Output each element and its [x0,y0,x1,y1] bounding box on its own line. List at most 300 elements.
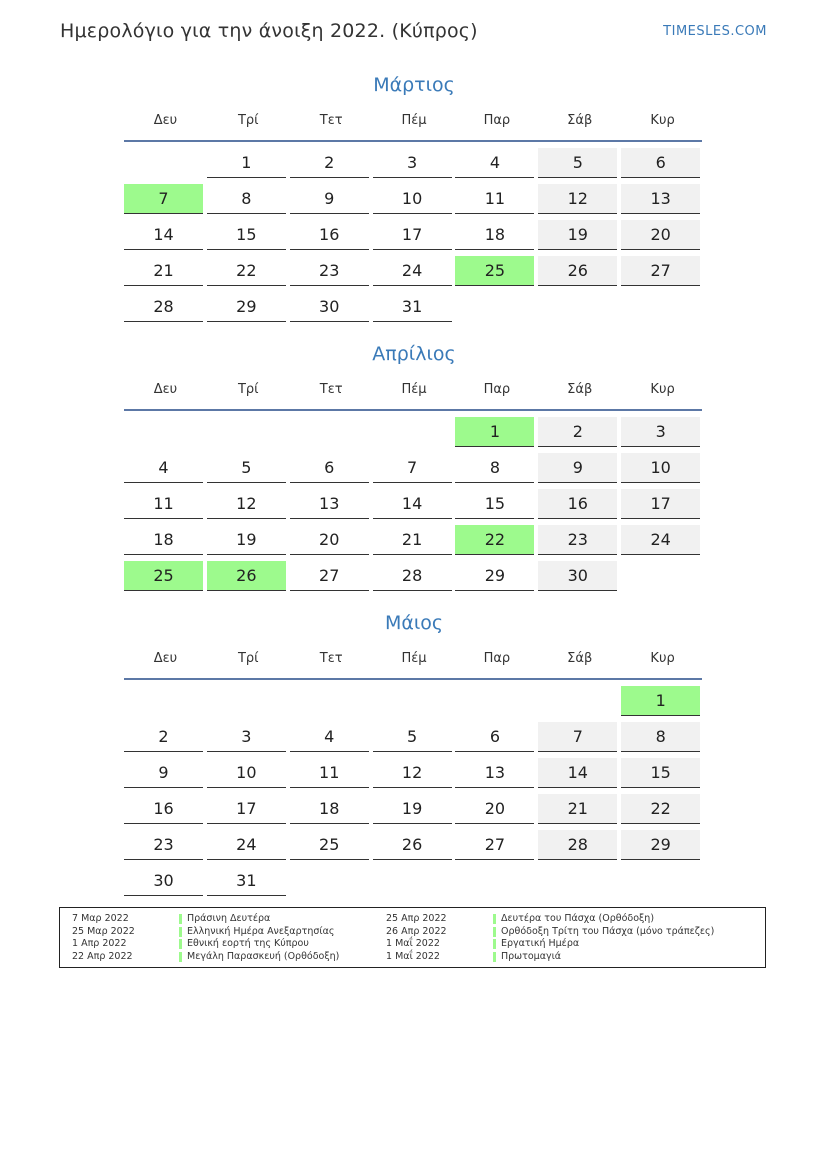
week-row [124,864,704,900]
weekday-label: Παρ [483,650,511,666]
day-cell: 28 [373,561,452,591]
day-slot [455,864,538,900]
day-slot [373,254,456,290]
week-row [124,684,704,720]
day-slot [373,523,456,559]
month-name: Απρίλιος [372,343,456,365]
day-slot [207,218,290,254]
day-slot [538,828,621,864]
day-slot [290,756,373,792]
holiday-day-cell: 7 [124,184,203,214]
day-cell: 11 [124,489,203,519]
day-cell: 5 [538,148,617,178]
legend-holiday-name: Πράσινη Δευτέρα [187,913,271,924]
day-slot [373,415,456,451]
day-slot [621,182,704,218]
day-cell: 19 [538,220,617,250]
weekday-header [124,369,704,409]
day-slot [621,290,704,326]
legend-date: 7 Μαρ 2022 [72,913,129,924]
day-cell: 16 [538,489,617,519]
day-slot [124,182,207,218]
day-cell: 3 [207,722,286,752]
day-cell: 18 [455,220,534,250]
day-slot [455,182,538,218]
day-cell: 26 [373,830,452,860]
legend-column-right [386,913,766,963]
day-cell: 30 [124,866,203,896]
day-cell: 23 [124,830,203,860]
day-slot [124,218,207,254]
day-cell: 31 [373,292,452,322]
weeks-grid [124,415,704,595]
day-cell: 24 [621,525,700,555]
empty-day-cell [373,417,452,446]
legend-date: 25 Απρ 2022 [386,913,447,924]
week-row [124,451,704,487]
week-row [124,290,704,326]
day-cell: 16 [290,220,369,250]
holiday-day-cell: 22 [455,525,534,555]
day-cell: 30 [538,561,617,591]
day-slot [207,720,290,756]
empty-day-cell [290,417,369,446]
month-name: Μάιος [384,612,444,634]
day-cell: 29 [621,830,700,860]
day-slot [124,146,207,182]
holiday-color-marker [179,952,182,962]
day-slot [621,146,704,182]
day-cell: 14 [538,758,617,788]
holiday-legend [59,907,766,968]
weekday-label: Πέμ [401,112,427,128]
day-slot [124,415,207,451]
day-slot [621,559,704,595]
day-slot [207,828,290,864]
day-slot [290,415,373,451]
weekday-label: Παρ [483,112,511,128]
legend-row [386,951,766,964]
legend-date: 22 Απρ 2022 [72,950,133,962]
day-cell: 5 [373,722,452,752]
day-cell: 10 [207,758,286,788]
day-slot [290,720,373,756]
day-cell: 27 [621,256,700,286]
day-slot [455,684,538,720]
day-cell: 9 [538,453,617,483]
holiday-day-cell: 1 [621,686,700,716]
day-slot [290,864,373,900]
weekday-label: Πέμ [401,381,427,397]
day-cell: 6 [455,722,534,752]
day-slot [207,756,290,792]
day-slot [538,756,621,792]
day-cell: 8 [207,184,286,214]
day-slot [621,487,704,523]
day-cell: 7 [538,722,617,752]
weekday-label: Τρί [237,112,259,128]
day-slot [621,792,704,828]
empty-day-cell [538,686,617,715]
holiday-color-marker [179,927,182,937]
weekday-label: Τρί [237,381,259,397]
day-cell: 2 [290,148,369,178]
day-cell: 26 [538,256,617,286]
day-slot [538,720,621,756]
day-slot [455,487,538,523]
day-cell: 10 [621,453,700,483]
day-cell: 21 [373,525,452,555]
empty-day-cell [621,866,700,895]
day-cell: 2 [538,417,617,447]
day-slot [290,290,373,326]
legend-row [386,938,766,951]
day-cell: 13 [455,758,534,788]
day-slot [207,792,290,828]
day-cell: 18 [290,794,369,824]
day-cell: 4 [455,148,534,178]
legend-holiday-name: Ελληνική Ημέρα Ανεξαρτησίας [187,925,335,937]
day-slot [124,864,207,900]
empty-day-cell [455,866,534,895]
day-slot [621,720,704,756]
weekday-label: Σάβ [567,381,593,397]
week-row [124,792,704,828]
week-row [124,756,704,792]
day-cell: 8 [455,453,534,483]
day-slot [207,290,290,326]
day-slot [207,451,290,487]
day-slot [290,254,373,290]
weekday-label: Πέμ [401,650,427,666]
legend-row [386,926,766,939]
day-cell: 3 [621,417,700,447]
day-cell: 20 [621,220,700,250]
day-slot [621,756,704,792]
day-cell: 29 [207,292,286,322]
day-cell: 6 [621,148,700,178]
day-cell: 14 [373,489,452,519]
day-slot [455,254,538,290]
day-cell: 21 [124,256,203,286]
day-slot [455,756,538,792]
week-row [124,146,704,182]
day-slot [373,792,456,828]
day-cell: 9 [290,184,369,214]
weekday-header [124,638,704,678]
week-row [124,487,704,523]
legend-holiday-name: Δευτέρα του Πάσχα (Ορθόδοξη) [501,913,655,924]
holiday-color-marker [179,914,182,924]
weekday-label: Παρ [483,381,511,397]
day-slot [290,684,373,720]
legend-holiday-name: Μεγάλη Παρασκευή (Ορθόδοξη) [187,950,340,962]
day-slot [124,451,207,487]
weekday-label: Δευ [153,381,178,397]
day-slot [290,218,373,254]
day-slot [373,218,456,254]
holiday-color-marker [493,952,496,962]
day-cell: 15 [621,758,700,788]
day-cell: 28 [124,292,203,322]
day-slot [124,720,207,756]
month-block [124,608,704,900]
day-cell: 28 [538,830,617,860]
holiday-color-marker [493,939,496,949]
day-cell: 9 [124,758,203,788]
week-row [124,828,704,864]
empty-day-cell [124,686,203,715]
day-slot [455,792,538,828]
holiday-day-cell: 25 [124,561,203,591]
empty-day-cell [207,686,286,715]
empty-day-cell [455,686,534,715]
empty-day-cell [290,866,369,895]
day-cell: 27 [290,561,369,591]
empty-day-cell [124,148,203,177]
day-slot [455,290,538,326]
day-slot [207,523,290,559]
day-slot [124,523,207,559]
day-slot [373,182,456,218]
holiday-color-marker [493,927,496,937]
day-cell: 23 [290,256,369,286]
day-cell: 20 [455,794,534,824]
day-slot [455,415,538,451]
day-cell: 20 [290,525,369,555]
day-slot [621,451,704,487]
empty-day-cell [373,866,452,895]
day-slot [124,290,207,326]
empty-day-cell [621,561,700,590]
day-slot [290,792,373,828]
holiday-day-cell: 26 [207,561,286,591]
day-cell: 13 [290,489,369,519]
week-row [124,559,704,595]
day-cell: 29 [455,561,534,591]
day-slot [538,864,621,900]
legend-holiday-name: Ορθόδοξη Τρίτη του Πάσχα (μόνο τράπεζες) [501,925,715,937]
day-cell: 19 [373,794,452,824]
day-slot [373,146,456,182]
month-block [124,70,704,326]
weekday-label: Σάβ [567,112,593,128]
weekday-label: Κυρ [650,112,675,128]
week-row [124,254,704,290]
legend-date: 1 Μαΐ 2022 [386,950,440,962]
day-slot [538,451,621,487]
day-slot [373,684,456,720]
legend-date: 1 Μαΐ 2022 [386,938,440,950]
page-title: Ημερολόγιο για την άνοιξη 2022. (Κύπρος) [60,20,478,42]
day-cell: 24 [373,256,452,286]
empty-day-cell [455,292,534,321]
weekday-label: Τετ [319,381,343,397]
day-slot [290,451,373,487]
day-slot [290,146,373,182]
day-cell: 5 [207,453,286,483]
empty-day-cell [373,686,452,715]
day-cell: 18 [124,525,203,555]
day-slot [455,523,538,559]
day-cell: 7 [373,453,452,483]
day-slot [455,451,538,487]
day-slot [373,756,456,792]
day-cell: 15 [455,489,534,519]
weekday-label: Δευ [153,650,178,666]
day-slot [290,487,373,523]
day-slot [207,146,290,182]
day-cell: 21 [538,794,617,824]
month-name: Μάρτιος [373,74,455,96]
day-slot [538,559,621,595]
weekday-divider [124,409,702,411]
day-cell: 22 [207,256,286,286]
day-cell: 16 [124,794,203,824]
day-slot [207,864,290,900]
day-cell: 4 [124,453,203,483]
week-row [124,720,704,756]
brand-link[interactable]: TIMESLES.COM [663,24,767,39]
day-slot [290,828,373,864]
weekday-label: Δευ [153,112,178,128]
day-cell: 30 [290,292,369,322]
weekday-label: Τετ [319,650,343,666]
holiday-day-cell: 25 [455,256,534,286]
weeks-grid [124,684,704,900]
week-row [124,523,704,559]
day-cell: 17 [207,794,286,824]
week-row [124,182,704,218]
weekday-label: Τρί [237,650,259,666]
empty-day-cell [124,417,203,446]
holiday-color-marker [493,914,496,924]
weeks-grid [124,146,704,326]
empty-day-cell [538,866,617,895]
legend-holiday-name: Πρωτομαγιά [501,950,562,962]
day-slot [621,828,704,864]
day-slot [538,218,621,254]
day-cell: 12 [538,184,617,214]
day-slot [538,415,621,451]
day-slot [538,254,621,290]
week-row [124,218,704,254]
week-row [124,415,704,451]
legend-date: 25 Μαρ 2022 [72,925,135,937]
day-slot [124,254,207,290]
day-cell: 13 [621,184,700,214]
day-cell: 6 [290,453,369,483]
day-slot [290,559,373,595]
day-slot [207,182,290,218]
day-cell: 14 [124,220,203,250]
day-slot [538,487,621,523]
day-cell: 11 [290,758,369,788]
day-slot [207,559,290,595]
weekday-divider [124,678,702,680]
day-cell: 3 [373,148,452,178]
day-slot [455,828,538,864]
legend-date: 26 Απρ 2022 [386,925,447,937]
day-slot [621,684,704,720]
day-slot [124,487,207,523]
day-cell: 4 [290,722,369,752]
weekday-label: Κυρ [650,381,675,397]
day-slot [373,828,456,864]
day-cell: 23 [538,525,617,555]
day-slot [124,559,207,595]
day-slot [207,684,290,720]
day-cell: 22 [621,794,700,824]
day-slot [538,684,621,720]
empty-day-cell [207,417,286,446]
day-slot [538,523,621,559]
day-slot [455,720,538,756]
day-slot [621,254,704,290]
empty-day-cell [621,292,700,321]
day-slot [455,146,538,182]
day-slot [373,720,456,756]
day-cell: 27 [455,830,534,860]
empty-day-cell [538,292,617,321]
day-slot [455,559,538,595]
day-slot [538,792,621,828]
holiday-color-marker [179,939,182,949]
weekday-label: Τετ [319,112,343,128]
day-slot [538,290,621,326]
day-slot [621,218,704,254]
legend-holiday-name: Εργατική Ημέρα [501,938,580,950]
day-slot [373,864,456,900]
day-slot [290,182,373,218]
weekday-divider [124,140,702,142]
day-cell: 1 [207,148,286,178]
legend-date: 1 Απρ 2022 [72,938,127,950]
day-slot [124,828,207,864]
day-slot [621,864,704,900]
day-cell: 31 [207,866,286,896]
day-slot [373,451,456,487]
legend-row [386,913,766,926]
weekday-header [124,100,704,140]
day-cell: 10 [373,184,452,214]
day-slot [207,415,290,451]
day-cell: 19 [207,525,286,555]
day-cell: 11 [455,184,534,214]
weekday-label: Σάβ [567,650,593,666]
day-slot [207,254,290,290]
day-cell: 2 [124,722,203,752]
day-slot [124,756,207,792]
day-slot [373,290,456,326]
day-cell: 8 [621,722,700,752]
day-cell: 12 [207,489,286,519]
day-slot [621,523,704,559]
day-slot [621,415,704,451]
day-cell: 17 [373,220,452,250]
day-slot [124,792,207,828]
day-slot [538,182,621,218]
empty-day-cell [290,686,369,715]
day-slot [538,146,621,182]
day-slot [207,487,290,523]
day-cell: 12 [373,758,452,788]
day-slot [373,559,456,595]
day-cell: 17 [621,489,700,519]
weekday-label: Κυρ [650,650,675,666]
day-slot [124,684,207,720]
month-block [124,339,704,595]
